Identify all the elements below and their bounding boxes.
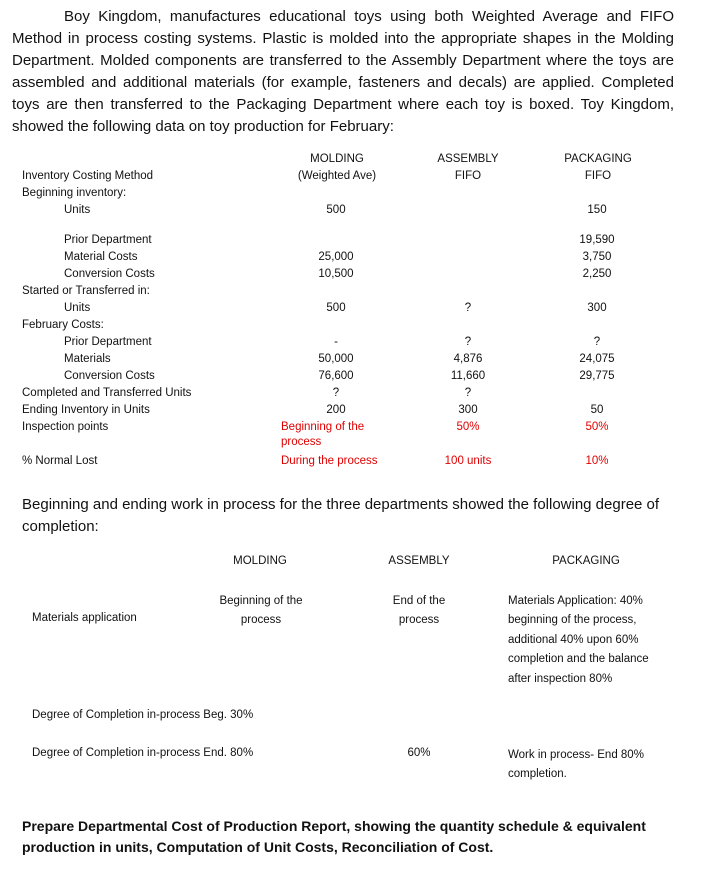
assembly-materials-application: End of the process	[392, 595, 446, 626]
end-completion: Degree of Completion in-process End. 80%	[32, 747, 254, 759]
label-prior-department: Prior Department	[64, 234, 152, 246]
molding-started-units: 500	[326, 302, 346, 314]
molding-feb-materials: 50,000	[318, 353, 354, 365]
molding-completed: ?	[332, 387, 340, 399]
packaging-material-costs: 3,750	[582, 251, 612, 263]
molding-ending: 200	[326, 404, 346, 416]
assembly-feb-conversion: 11,660	[450, 370, 486, 382]
assembly-feb-prior: ?	[464, 336, 472, 348]
label-completed: Completed and Transferred Units	[22, 387, 192, 399]
label-started: Started or Transferred in:	[22, 285, 150, 297]
packaging-beg-units: 150	[587, 204, 607, 216]
label-ending-inventory: Ending Inventory in Units	[22, 404, 150, 416]
assembly-feb-materials: 4,876	[453, 353, 483, 365]
molding-feb-conversion: 76,600	[318, 370, 354, 382]
label-material-costs: Material Costs	[64, 251, 138, 263]
completion-paragraph: Beginning and ending work in process for the three departments showed the following degree of completion:	[22, 496, 660, 535]
packaging-end-completion: Work in process- End 80% completion.	[508, 749, 644, 780]
packaging-conversion-costs: 2,250	[582, 268, 612, 280]
packaging-inspection: 50%	[585, 421, 609, 433]
instruction-text: Prepare Departmental Cost of Production Report, showing the quantity schedule & equivalent production in units, Computation of Unit Costs, Reconciliation of Cost.	[22, 818, 646, 855]
assembly-header: ASSEMBLY	[437, 153, 499, 165]
packaging-feb-conversion: 29,775	[579, 370, 615, 382]
label-conversion-costs: Conversion Costs	[64, 268, 155, 280]
packaging-ending: 50	[590, 404, 604, 416]
molding-conversion-costs: 10,500	[318, 268, 354, 280]
completion-assembly-header: ASSEMBLY	[388, 555, 450, 567]
packaging-started-units: 300	[587, 302, 607, 314]
packaging-feb-materials: 24,075	[579, 353, 615, 365]
completion-molding-header: MOLDING	[233, 555, 287, 567]
molding-inspection: Beginning of the process	[281, 421, 365, 448]
packaging-prior-department: 19,590	[579, 234, 615, 246]
beg-completion: Degree of Completion in-process Beg. 30%	[32, 709, 254, 721]
molding-header: MOLDING	[310, 153, 364, 165]
molding-normal-lost: During the process	[281, 455, 378, 467]
label-units-started: Units	[64, 302, 91, 314]
molding-feb-prior: -	[334, 336, 338, 348]
molding-materials-application: Beginning of the process	[219, 595, 303, 626]
intro-paragraph: Boy Kingdom, manufactures educational toys using both Weighted Average and FIFO Method in process costing systems. Plastic is molded into the appropriate shapes in the Molding Department. Molded components are transferred to the Assembly Department where the toys are assembled and additional materials (for example, fasteners and decals) are applied. Completed toys are then transferred to the Packaging Department where each toy is boxed. Toy Kingdom, showed the following data on toy production for February:	[12, 8, 674, 135]
label-february-costs: February Costs:	[22, 319, 104, 331]
label-feb-conversion-costs: Conversion Costs	[64, 370, 155, 382]
assembly-completed: ?	[464, 387, 472, 399]
molding-subheader: (Weighted Ave)	[297, 170, 377, 182]
assembly-started-units: ?	[464, 302, 472, 314]
molding-beg-units: 500	[326, 204, 346, 216]
molding-material-costs: 25,000	[318, 251, 354, 263]
label-units: Units	[64, 204, 91, 216]
label-inspection: Inspection points	[22, 421, 109, 433]
label-materials: Materials	[64, 353, 111, 365]
label-beginning-inventory: Beginning inventory:	[22, 187, 127, 199]
packaging-normal-lost: 10%	[585, 455, 609, 467]
assembly-ending: 300	[458, 404, 478, 416]
packaging-materials-application: Materials Application: 40% beginning of the process, additional 40% upon 60% completion and the balance after inspection 80%	[508, 595, 649, 685]
packaging-header: PACKAGING	[564, 153, 632, 165]
packaging-feb-prior: ?	[593, 336, 601, 348]
assembly-subheader: FIFO	[454, 170, 482, 182]
assembly-end-completion: 60%	[407, 747, 431, 759]
packaging-subheader: FIFO	[584, 170, 612, 182]
completion-packaging-header: PACKAGING	[552, 555, 620, 567]
assembly-inspection: 50%	[456, 421, 480, 433]
label-feb-prior-department: Prior Department	[64, 336, 152, 348]
assembly-normal-lost: 100 units	[444, 455, 492, 467]
label-normal-lost: % Normal Lost	[22, 455, 98, 467]
label-costing-method: Inventory Costing Method	[22, 170, 154, 182]
materials-application-label: Materials application	[32, 612, 137, 624]
